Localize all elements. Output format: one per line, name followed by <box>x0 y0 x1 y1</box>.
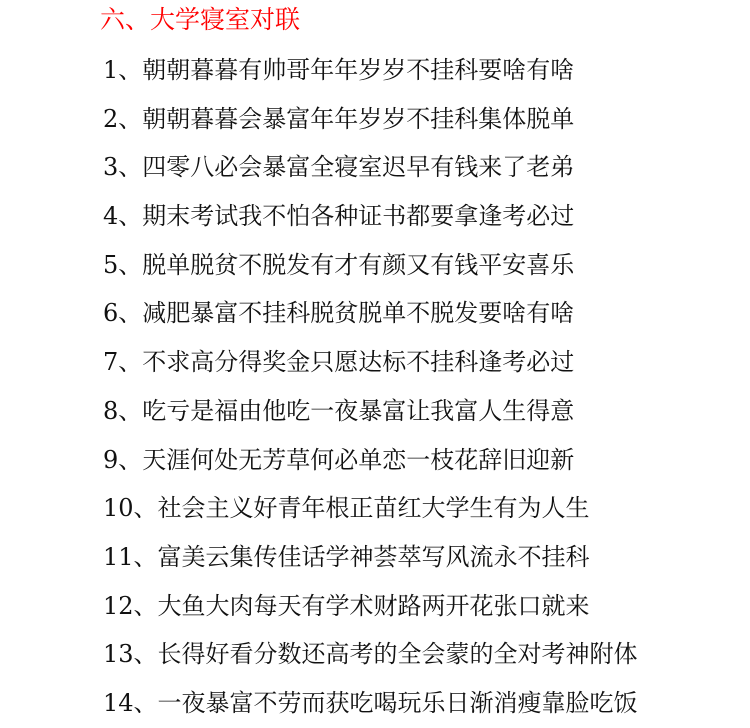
first-line: 大鱼大肉每天有 <box>157 591 326 620</box>
second-line: 脱贫脱单不脱发 <box>310 299 479 328</box>
first-line: 期末考试我不怕 <box>142 202 311 231</box>
banner-line: 考神附体 <box>541 640 638 669</box>
banner-line: 要啥有啥 <box>478 56 575 84</box>
second-line: 何必单恋一枝花 <box>310 445 479 474</box>
banner-line: 集体脱单 <box>478 104 575 133</box>
banner-line: 有为人生 <box>493 494 590 523</box>
couplet-number: 4、 <box>103 202 143 231</box>
couplet-item <box>103 192 638 241</box>
section-title: 六、大学寝室对联 <box>100 5 301 34</box>
couplet-item <box>103 338 638 387</box>
couplet-item <box>103 289 638 338</box>
banner-line: 人生得意 <box>478 396 575 425</box>
second-line: 吃喝玩乐日渐消瘦 <box>349 688 542 717</box>
banner-line: 永不挂科 <box>493 542 590 571</box>
banner-line: 张口就来 <box>493 591 590 620</box>
couplet-number: 12、 <box>103 591 158 620</box>
first-line: 不求高分得奖金 <box>142 348 311 377</box>
banner-line: 平安喜乐 <box>478 250 575 279</box>
couplet-number: 10、 <box>103 494 158 523</box>
first-line: 四零八必会暴富 <box>142 153 311 182</box>
second-line: 有才有颜又有钱 <box>310 250 479 279</box>
couplet-item <box>103 436 638 485</box>
second-line: 根正苗红大学生 <box>325 494 494 523</box>
first-line: 社会主义好青年 <box>157 494 326 523</box>
couplet-number: 7、 <box>103 348 143 377</box>
second-line: 全寝室迟早有钱 <box>310 153 479 182</box>
couplet-item <box>103 46 638 95</box>
couplet-number: 2、 <box>103 104 143 133</box>
banner-line: 靠脸吃饭 <box>541 688 638 717</box>
couplet-number: 9、 <box>103 445 143 474</box>
banner-line: 逢考必过 <box>478 348 575 377</box>
couplet-number: 13、 <box>103 640 158 669</box>
first-line: 长得好看分数还高 <box>157 640 350 669</box>
couplet-number: 14、 <box>103 688 158 717</box>
couplet-item <box>103 679 638 728</box>
first-line: 脱单脱贫不脱发 <box>142 250 311 279</box>
first-line: 朝朝暮暮会暴富 <box>142 104 311 133</box>
couplet-item <box>103 241 638 290</box>
second-line: 只愿达标不挂科 <box>310 348 479 377</box>
second-line: 考的全会蒙的全对 <box>349 640 542 669</box>
couplet-list <box>103 46 638 728</box>
banner-line: 逢考必过 <box>478 202 575 231</box>
banner-line: 辞旧迎新 <box>478 445 575 474</box>
banner-line: 来了老弟 <box>478 153 575 182</box>
couplet-item <box>103 533 638 582</box>
first-line: 吃亏是福由他吃 <box>142 396 311 425</box>
second-line: 学术财路两开花 <box>325 591 494 620</box>
second-line: 一夜暴富让我富 <box>310 396 479 425</box>
couplet-number: 1、 <box>103 56 143 84</box>
second-line: 年年岁岁不挂科 <box>310 56 479 84</box>
couplet-item <box>103 143 638 192</box>
first-line: 一夜暴富不劳而获 <box>157 688 350 717</box>
couplet-number: 11、 <box>103 542 158 571</box>
couplet-item <box>103 95 638 144</box>
first-line: 天涯何处无芳草 <box>142 445 311 474</box>
couplet-number: 8、 <box>103 396 143 425</box>
couplet-item <box>103 484 638 533</box>
couplet-item <box>103 582 638 631</box>
couplet-number: 3、 <box>103 153 143 182</box>
second-line: 年年岁岁不挂科 <box>310 104 479 133</box>
banner-line: 要啥有啥 <box>478 299 575 328</box>
couplet-item <box>103 630 638 679</box>
couplet-item <box>103 387 638 436</box>
couplet-number: 5、 <box>103 250 143 279</box>
first-line: 朝朝暮暮有帅哥 <box>142 56 311 84</box>
first-line: 减肥暴富不挂科 <box>142 299 311 328</box>
second-line: 学神荟萃写风流 <box>325 542 494 571</box>
couplet-number: 6、 <box>103 299 143 328</box>
first-line: 富美云集传佳话 <box>157 542 326 571</box>
second-line: 各种证书都要拿 <box>310 202 479 231</box>
